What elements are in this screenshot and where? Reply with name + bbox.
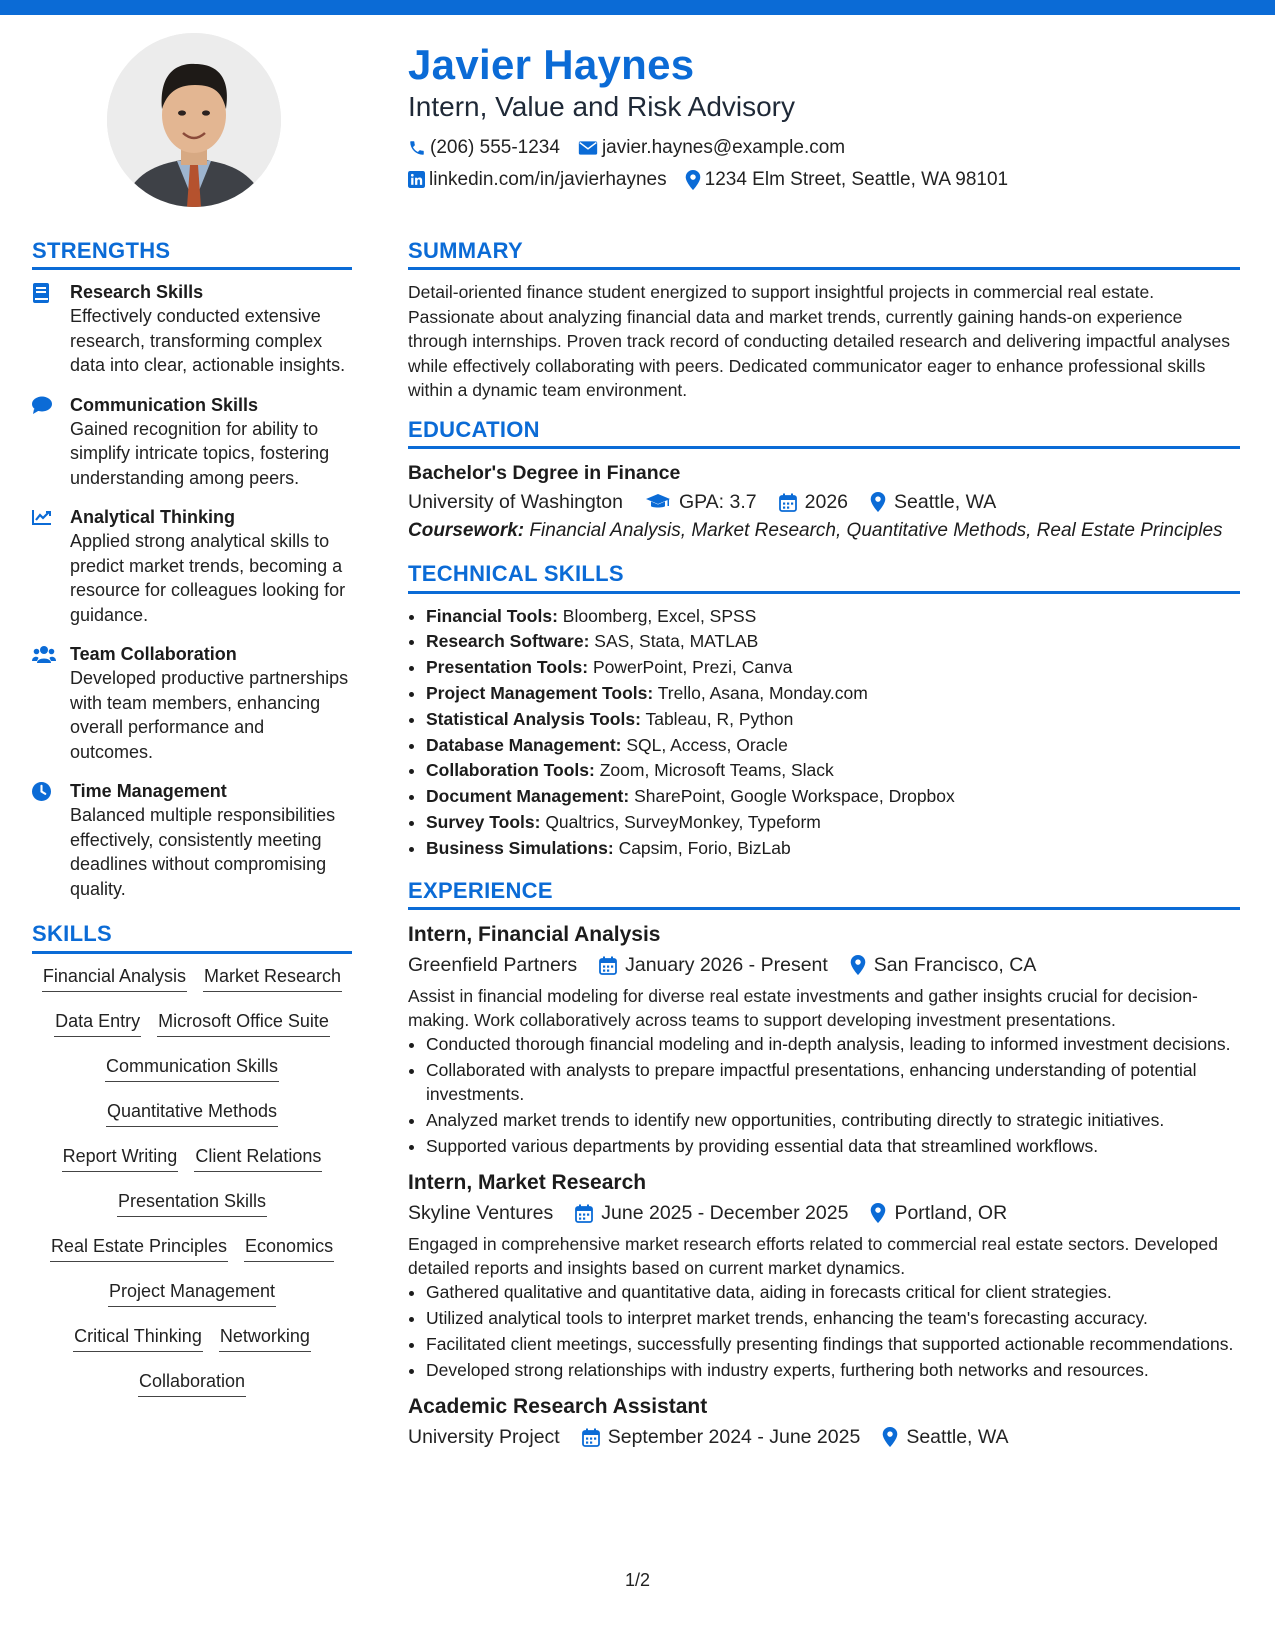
map-pin-icon: [685, 170, 701, 190]
education-heading: EDUCATION: [408, 417, 1240, 449]
job-title: Intern, Market Research: [408, 1171, 647, 1195]
summary-text: Detail-oriented finance student energized to support insightful projects in commercial real estate. Passionate about analyzing financial data and market trends, currently gaining hands-on experience through internships. Proven track record of conducting detailed research and delivering impactful analyses while effectively collaborating with peers. Dedicated communicator eager to enhance professional skills within a dynamic team environment.: [408, 282, 1230, 401]
strength-title: Research Skills: [70, 282, 204, 303]
skills-list: [32, 964, 352, 1414]
strength-description: Applied strong analytical skills to predict market trends, becoming a resource for colleagues looking for guidance.: [70, 531, 346, 625]
strength-item: [32, 779, 352, 901]
job-meta: [408, 950, 1240, 980]
envelope-icon: [578, 140, 598, 156]
company-name: University Project: [408, 1426, 560, 1449]
line-chart-icon: [32, 509, 52, 525]
list-item: • Conducted thorough financial modeling and in-depth analysis, leading to informed investment decisions.: [426, 1032, 1240, 1056]
list-item: • Project Management Tools: Trello, Asana, Monday.com: [426, 681, 1240, 707]
education-meta: [408, 487, 1240, 517]
job-description: Assist in financial modeling for diverse real estate investments and gather insights crucial for decision-making. Work collaboratively across teams to support developing investment presentations.: [408, 986, 1198, 1031]
degree-title: Bachelor's Degree in Finance: [408, 462, 681, 485]
list-item: • Business Simulations: Capsim, Forio, BizLab: [426, 836, 1240, 862]
skill-tag: Collaboration: [138, 1369, 246, 1397]
book-icon: [32, 283, 50, 303]
list-item: • Financial Tools: Bloomberg, Excel, SPSS: [426, 604, 1240, 630]
summary-heading: SUMMARY: [408, 238, 1240, 270]
list-item: • Analyzed market trends to identify new opportunities, contributing directly to strategic initiatives.: [426, 1108, 1240, 1132]
linkedin-contact: [408, 169, 667, 191]
candidate-role: Intern, Value and Risk Advisory: [408, 91, 796, 123]
phone-contact: [408, 137, 560, 159]
address-text: 1234 Elm Street, Seattle, WA 98101: [704, 168, 1009, 190]
list-item: • Supported various departments by providing essential data that streamlined workflows.: [426, 1134, 1240, 1158]
skill-tag: Project Management: [108, 1279, 276, 1307]
strength-description: Effectively conducted extensive research, transforming complex data into clear, actionable insights.: [70, 306, 346, 376]
job-title: Intern, Financial Analysis: [408, 923, 661, 947]
skills-heading: SKILLS: [32, 921, 352, 953]
calendar-icon: [582, 1428, 600, 1447]
email-contact: [578, 137, 845, 159]
skill-tag: Critical Thinking: [73, 1324, 203, 1352]
list-item: • Document Management: SharePoint, Google Workspace, Dropbox: [426, 784, 1240, 810]
list-item: • Research Software: SAS, Stata, MATLAB: [426, 629, 1240, 655]
strength-description: Balanced multiple responsibilities effectively, consistently meeting deadlines without compromising quality.: [70, 805, 336, 899]
job-meta: [408, 1422, 1240, 1452]
job-location: Portland, OR: [894, 1202, 1008, 1225]
job-description: Engaged in comprehensive market research efforts related to commercial real estate sectors. Developed detailed reports and insights based on current market dynamics.: [408, 1234, 1218, 1279]
list-item: • Gathered qualitative and quantitative data, aiding in forecasts critical for client strategies.: [426, 1280, 1240, 1304]
resume-header: [408, 40, 1238, 196]
list-item: • Presentation Tools: PowerPoint, Prezi, Canva: [426, 655, 1240, 681]
skill-tag: Financial Analysis: [42, 964, 187, 992]
job-entry: [408, 920, 1240, 1158]
job-title: Academic Research Assistant: [408, 1395, 708, 1419]
company-name: Skyline Ventures: [408, 1202, 554, 1225]
top-accent-bar: [0, 0, 1275, 15]
skill-tag: Data Entry: [54, 1009, 141, 1037]
job-dates: September 2024 - June 2025: [607, 1426, 861, 1449]
skill-tag: Real Estate Principles: [50, 1234, 228, 1262]
strength-description: Developed productive partnerships with team members, enhancing overall performance and outcomes.: [70, 668, 349, 762]
graduation-year: 2026: [804, 491, 849, 514]
phone-text[interactable]: (206) 555-1234: [430, 136, 560, 158]
map-pin-icon: [882, 1427, 898, 1447]
job-entry: [408, 1392, 1240, 1452]
strength-title: Time Management: [70, 781, 227, 802]
list-item: • Developed strong relationships with industry experts, furthering both networks and resources.: [426, 1358, 1240, 1382]
gpa-text: GPA: 3.7: [678, 491, 757, 514]
phone-icon: [408, 139, 426, 157]
strength-title: Team Collaboration: [70, 644, 237, 665]
job-location: Seattle, WA: [906, 1426, 1009, 1449]
coursework: [408, 519, 1240, 543]
skill-tag: Market Research: [203, 964, 342, 992]
job-dates: June 2025 - December 2025: [601, 1202, 849, 1225]
job-location: San Francisco, CA: [873, 954, 1037, 977]
page-number: 1/2: [624, 1570, 651, 1590]
job-dates: January 2026 - Present: [625, 954, 828, 977]
left-column: [32, 238, 352, 1414]
skill-tag: Economics: [244, 1234, 334, 1262]
strength-title: Analytical Thinking: [70, 507, 236, 528]
skill-tag: Networking: [219, 1324, 311, 1352]
company-name: Greenfield Partners: [408, 954, 578, 977]
contact-info: [408, 132, 1238, 196]
job-meta: [408, 1198, 1240, 1228]
clock-icon: [32, 782, 51, 801]
calendar-icon: [599, 956, 617, 975]
map-pin-icon: [870, 492, 886, 512]
list-item: • Database Management: SQL, Access, Oracle: [426, 733, 1240, 759]
strength-description: Gained recognition for ability to simplify intricate topics, fostering understanding among peers.: [70, 418, 330, 488]
job-bullets: [408, 1280, 1240, 1382]
candidate-name: Javier Haynes: [408, 41, 695, 88]
list-item: • Survey Tools: Qualtrics, SurveyMonkey, Typeform: [426, 810, 1240, 836]
strength-item: [32, 642, 352, 764]
coursework-label: Coursework:: [408, 520, 525, 542]
address-contact: [685, 169, 1008, 191]
calendar-icon: [779, 493, 797, 512]
school-name: University of Washington: [408, 491, 623, 514]
coursework-list: Financial Analysis, Market Research, Quantitative Methods, Real Estate Principles: [529, 520, 1223, 542]
list-item: • Facilitated client meetings, successfully presenting findings that supported actionable recommendations.: [426, 1332, 1240, 1356]
linkedin-icon: [408, 171, 425, 188]
skill-tag: Quantitative Methods: [106, 1099, 278, 1127]
education-location: Seattle, WA: [894, 491, 997, 514]
list-item: • Collaborated with analysts to prepare impactful presentations, enhancing understanding of potential investments.: [426, 1058, 1240, 1106]
strength-item: [32, 393, 352, 491]
list-item: • Utilized analytical tools to interpret market trends, enhancing the team's forecasting accuracy.: [426, 1306, 1240, 1330]
profile-photo: [107, 33, 281, 207]
chat-bubble-icon: [32, 396, 52, 414]
users-icon: [32, 645, 56, 663]
job-bullets: [408, 1032, 1240, 1158]
linkedin-text[interactable]: linkedin.com/in/javierhaynes: [429, 168, 667, 190]
technical-skills-list: [408, 604, 1240, 862]
strengths-heading: STRENGTHS: [32, 238, 352, 270]
calendar-icon: [575, 1204, 593, 1223]
strength-title: Communication Skills: [70, 394, 259, 415]
skill-tag: Report Writing: [62, 1144, 179, 1172]
graduation-cap-icon: [645, 493, 671, 511]
skill-tag: Client Relations: [194, 1144, 322, 1172]
skill-tag: Microsoft Office Suite: [157, 1009, 330, 1037]
strength-item: [32, 280, 352, 378]
email-text[interactable]: javier.haynes@example.com: [601, 136, 846, 158]
technical-skills-heading: TECHNICAL SKILLS: [408, 561, 1240, 593]
job-entry: [408, 1168, 1240, 1382]
experience-heading: EXPERIENCE: [408, 878, 1240, 910]
map-pin-icon: [850, 955, 866, 975]
skill-tag: Presentation Skills: [117, 1189, 267, 1217]
skill-tag: Communication Skills: [105, 1054, 279, 1082]
map-pin-icon: [870, 1203, 886, 1223]
list-item: • Statistical Analysis Tools: Tableau, R, Python: [426, 707, 1240, 733]
right-column: [408, 238, 1240, 1462]
strength-item: [32, 505, 352, 627]
list-item: • Collaboration Tools: Zoom, Microsoft Teams, Slack: [426, 758, 1240, 784]
